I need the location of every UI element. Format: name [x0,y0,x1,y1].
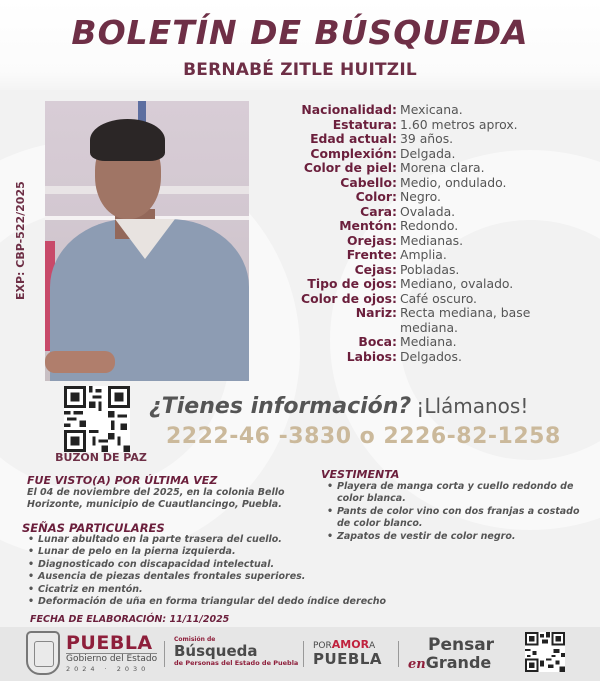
detail-row-color: Color: Negro. [355,189,441,204]
list-item: • Cicatriz en mentón. [26,584,416,596]
detail-row-cara: Cara: Ovalada. [360,203,456,219]
por-amor-a-puebla-logo: PORAMORA PUEBLA [313,638,383,668]
physical-description-list [290,103,590,364]
detail-row-cejas: Cejas: Pobladas. [354,261,460,277]
elaboration-date: FECHA DE ELABORACIÓN: 11/11/2025 [30,614,230,625]
list-item: • Deformación de uña en forma triangular del dedo índice derecho [26,596,416,608]
divider [398,641,399,667]
comision-busqueda-logo: Comisión de Búsqueda de Personas del Estado de Puebla [174,636,299,667]
list-item: • Lunar de pelo en la pierna izquierda. [26,546,416,558]
call-to-action: ¡Llámanos! [416,394,529,418]
info-prompt [149,394,528,419]
list-item: • Zapatos de vestir de color negro. [325,531,593,543]
distinguishing-marks-title: SEÑAS PARTICULARES [22,521,165,535]
divider [164,641,165,667]
detail-row-frente: Frente: Amplia. [346,247,447,262]
list-item: • Diagnosticado con discapacidad intelectual. [26,559,416,571]
state-coat-of-arms-icon [26,631,60,675]
distinguishing-marks-list [26,534,416,608]
buzon-de-paz-label: BUZON DE PAZ [55,451,147,464]
detail-row-color-piel: Color de piel: Morena clara. [303,160,485,175]
list-item: • Playera de manga corta y cuello redondo de color blanca. [325,481,593,506]
info-question: ¿Tienes información? [149,394,412,419]
detail-row-boca: Boca: Mediana. [358,334,457,349]
divider [303,641,304,667]
last-seen-text: El 04 de noviembre del 2025, en la colonia Bello Horizonte, municipio de Cuautlancingo, Puebla. [27,487,285,510]
bulletin-title: BOLETÍN DE BÚSQUEDA [71,13,529,52]
pensar-en-grande-logo: Pensar enGrande [408,635,495,672]
list-item: • Lunar abultado en la parte trasera del cuello. [26,534,416,546]
clothing-list [325,481,593,543]
detail-row-nariz: Nariz: Recta mediana, base mediana. [355,305,531,335]
clothing-title: VESTIMENTA [321,468,400,481]
missing-person-photo [45,101,249,381]
puebla-government-logo: PUEBLA Gobierno del Estado 2024 · 2030 [66,632,158,673]
list-item: • Ausencia de piezas dentales frontales superiores. [26,571,416,583]
contact-phone-numbers[interactable]: 2222-46 -3830 o 2226-82-1258 [166,424,561,449]
detail-row-labios: Labios: Delgados. [346,348,462,364]
footer-qr-code[interactable] [525,632,565,672]
detail-row-edad: Edad actual: 39 años. [310,131,454,146]
missing-person-name: BERNABÉ ZITLE HUITZIL [183,60,417,80]
detail-row-color-ojos: Color de ojos: Café oscuro. [301,290,477,306]
detail-row-cabello: Cabello: Medio, ondulado. [340,174,507,190]
case-file-number: EXP: CBP-522/2025 [14,181,27,300]
detail-row-menton: Mentón: Redondo. [339,218,459,233]
detail-row-complexion: Complexión: Delgada. [310,145,456,161]
buzon-de-paz-qr-code[interactable] [64,386,130,452]
detail-row-nacionalidad: Nacionalidad: Mexicana. [301,102,463,117]
last-seen-title: FUE VISTO(A) POR ÚLTIMA VEZ [27,474,218,487]
detail-row-tipo-ojos: Tipo de ojos: Mediano, ovalado. [307,276,514,291]
footer-logos [0,627,600,681]
detail-row-orejas: Orejas: Medianas. [347,232,464,248]
list-item: • Pants de color vino con dos franjas a costado de color blanco. [325,506,593,531]
detail-row-estatura: Estatura: 1.60 metros aprox. [332,116,518,132]
